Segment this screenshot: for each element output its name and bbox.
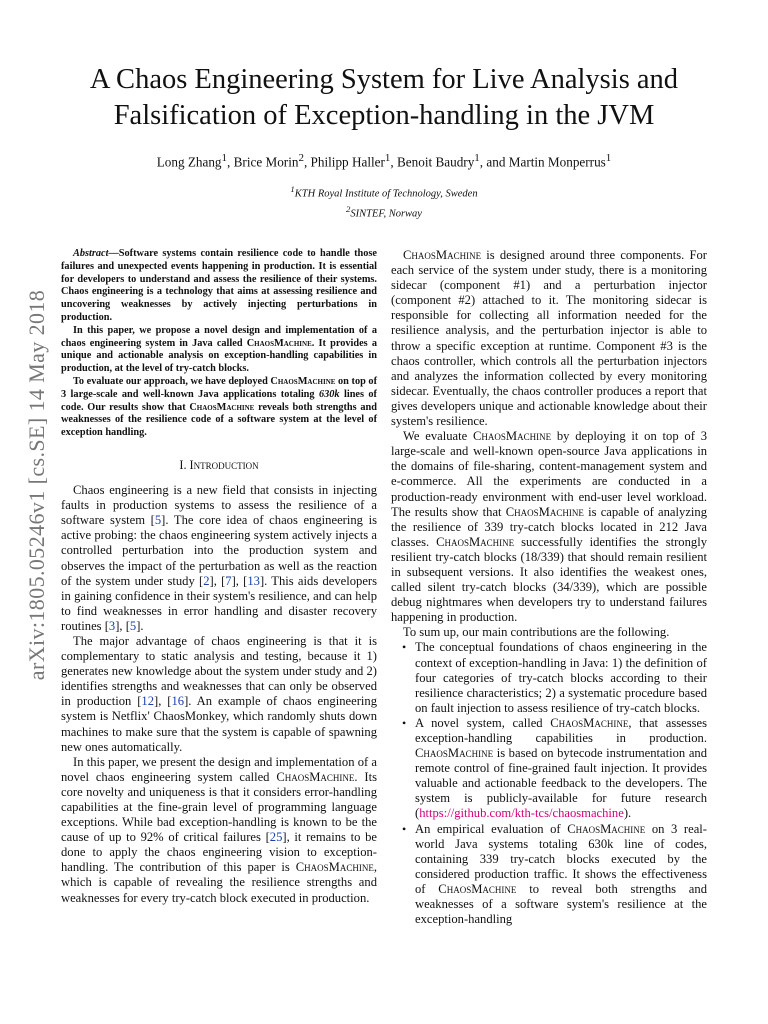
body-text: is designed around three components. For each service of the system under study, there is a monitoring sidecar (component #1) and a perturbation injector (component #2) attached to it. The monitoring sidecar is responsible for collecting all information needed for the resilience analysis, and the perturbation injector is able to throw a specific exception at runtime. Component #3 is the chaos controller, which controls all the perturbation injectors and analyzes the information collected by every monitoring sidecar. Eventually, the chaos controller produces a report that gives developers unique and actionable knowledge about their system's resilience.: [391, 248, 707, 429]
abstract-text: In this paper, we propose a novel design and implementation of a chaos engineering system in Java called: [61, 324, 377, 349]
affiliation-text: SINTEF, Norway: [350, 208, 422, 219]
system-name: ChaosMachine: [189, 401, 255, 413]
author-affiliation-mark: 2: [298, 152, 304, 164]
author-affiliation-mark: 1: [384, 152, 391, 164]
system-name: ChaosMachine: [438, 881, 517, 896]
abstract-text: lines of code. Our results show that: [61, 388, 377, 413]
affiliation-list: [0, 182, 768, 221]
body-text: ], [: [209, 573, 226, 588]
abstract-label: Abstract: [73, 248, 109, 259]
arxiv-identifier-stamp: arXiv:1805.05246v1 [cs.SE] 14 May 2018: [24, 289, 49, 681]
body-text: ], [: [115, 618, 130, 633]
affiliation: [0, 202, 768, 222]
system-name: ChaosMachine: [472, 429, 552, 444]
system-name: ChaosMachine: [505, 504, 584, 519]
body-text: In this paper, we present the design and implementation of a novel chaos engineering system called: [61, 754, 377, 784]
abstract-text: . It provides a unique and actionable analysis on exception-handling capabilities in production, at the level of try-catch blocks.: [61, 337, 377, 375]
author-name: Brice Morin: [233, 154, 299, 170]
contribution-text: An empirical evaluation of: [415, 821, 568, 836]
body-text: The major advantage of chaos engineering is that it is complementary to static analysis and testing, because it 1) generates new knowledge about the system under study and 2) identifies strengths and weaknesses that can only be observed in production [: [61, 633, 377, 709]
system-name: ChaosMachine: [415, 746, 494, 761]
right-column: [391, 248, 707, 927]
abstract: [61, 248, 377, 440]
author-separator: ,: [303, 154, 311, 170]
body-text: Chaos engineering is a new field that consists in injecting faults in production systems to assess the resilience of a software system [: [61, 483, 377, 528]
author-list: [0, 152, 768, 170]
citation-link[interactable]: 16: [171, 694, 185, 709]
left-column: [61, 248, 377, 906]
body-text: ]. An example of chaos engineering system is Netflix' ChaosMonkey, which randomly shuts down machines to make sure that the system is capable of spawning new ones automatically.: [61, 694, 377, 754]
body-text: successfully identifies the strongly resilient try-catch blocks (18/339) that should remain resilient in subsequent versions. It also identifies the weakest ones, called silent try-catch blocks (34/339), which are possible debug nightmares when developers try to understand failures happening in production.: [391, 534, 707, 625]
body-paragraph: [61, 483, 377, 634]
abstract-dash: —: [108, 248, 119, 259]
body-text: ], it remains to be done to apply the chaos engineering vision to exception-handling. The contribution of this paper is: [61, 830, 378, 875]
citation-link[interactable]: 7: [225, 573, 232, 588]
citation-link[interactable]: 13: [247, 573, 260, 588]
system-name: ChaosMachine: [276, 769, 355, 784]
body-text: ].: [136, 618, 144, 633]
body-paragraph: [391, 248, 707, 429]
abstract-paragraph: [61, 248, 377, 325]
contribution-text: to reveal both strengths and weaknesses of a software system's resilience at the exception-handling: [415, 881, 707, 927]
author-name: Martin Monperrus: [508, 154, 606, 170]
body-text: by deploying it on top of 3 large-scale and well-known open-source Java applications in the domains of file-sharing, content-management system and e-commerce. All the experiments are conducted in a production-ready environment with end-user level workload. The results show that: [391, 429, 707, 519]
section-heading: [61, 458, 377, 473]
author-affiliation-mark: 1: [221, 152, 228, 164]
contribution-text: is based on bytecode instrumentation and remote control of fine-grained fault injection. It provides valuable and actionable feedback to the developers. The system is publicly-available for future research (: [415, 746, 707, 821]
body-text: We evaluate: [403, 429, 473, 444]
abstract-text: Software systems contain resilience code to handle those failures and unexpected events happening in production. It is essential for developers to understand and assess the resilience of their systems. Chaos engineering is a technology that aims at assessing resilience and uncovering weaknesses by actively injecting perturbations in production.: [61, 248, 377, 323]
body-text: ]. This aids developers in gaining confidence in their system's resilience, and can help to find weaknesses in error handling and disaster recovery routines [: [61, 573, 378, 633]
contribution-text: A novel system, called: [415, 715, 551, 730]
contribution-item: [402, 715, 707, 822]
contribution-item: [402, 640, 707, 715]
body-text: ]. The core idea of chaos engineering is active probing: the chaos engineering system actively injects a controlled perturbation into the production system and observes the impact of the perturbation as well as the reaction of the system under study [: [61, 513, 377, 588]
bullet-icon: •: [402, 821, 407, 836]
author-name: Long Zhang: [156, 154, 222, 170]
affiliation-mark: 1: [290, 184, 295, 194]
author-affiliation-mark: 1: [605, 152, 612, 164]
section-title: Introduction: [189, 457, 259, 472]
system-name: ChaosMachine: [295, 860, 374, 875]
affiliation-mark: 2: [346, 203, 351, 214]
bullet-icon: •: [402, 640, 407, 655]
author-separator: , and: [479, 154, 509, 170]
bullet-icon: •: [402, 715, 407, 730]
paper-title-line-2: Falsification of Exception-handling in the JVM: [113, 100, 655, 131]
section-number: I.: [179, 457, 190, 472]
author-name: Benoit Baudry: [397, 154, 475, 170]
github-repo-link[interactable]: https://github.com/kth-tcs/chaosmachine: [419, 806, 624, 821]
author-separator: ,: [390, 154, 397, 170]
system-name: ChaosMachine: [403, 248, 482, 262]
abstract-text: on top of 3 large-scale and well-known Java applications totaling: [61, 375, 377, 400]
body-paragraph: To sum up, our main contributions are the following.: [403, 625, 670, 640]
math-value: 630k: [318, 388, 340, 400]
abstract-text: reveals both strengths and weaknesses of the resilience code of a software system at the level of exception handling.: [61, 401, 377, 439]
author-separator: ,: [227, 154, 234, 170]
body-text: ], [: [231, 573, 248, 588]
body-text: , which is capable of revealing the resilience strengths and weaknesses for every try-catch block executed in production.: [61, 860, 377, 905]
abstract-paragraph: [61, 325, 377, 376]
system-name: ChaosMachine: [246, 337, 312, 349]
author-affiliation-mark: 1: [474, 152, 480, 164]
contribution-list: [391, 640, 707, 927]
body-paragraph: [61, 634, 377, 755]
system-name: ChaosMachine: [436, 534, 515, 549]
contribution-item: [402, 821, 708, 928]
body-text: . Its core novelty and uniqueness is that it considers error-handling capabilities at the fine-grain level of programming language exceptions. While bad exception-handling is known to be the cause of up to 92% of critical failures [: [61, 769, 377, 845]
system-name: ChaosMachine: [550, 715, 629, 730]
body-text: ], [: [154, 694, 172, 709]
body-text: is capable of analyzing the resilience of 339 try-catch blocks located in 212 Java classes.: [391, 504, 707, 549]
system-name: ChaosMachine: [567, 821, 646, 836]
citation-link[interactable]: 25: [269, 830, 283, 845]
paper-title: [0, 62, 768, 134]
contribution-text: on 3 real-world Java systems totaling 630k line of codes, containing 339 try-catch blocks executed by the considered production traffic. It shows the effectiveness of: [415, 821, 708, 896]
system-name: ChaosMachine: [270, 375, 336, 387]
citation-link[interactable]: 5: [129, 618, 137, 633]
citation-link[interactable]: 3: [108, 618, 116, 633]
abstract-paragraph: [61, 376, 377, 440]
abstract-text: To evaluate our approach, we have deployed: [73, 375, 271, 387]
contribution-text: , that assesses exception-handling capabilities in production.: [415, 715, 707, 745]
body-paragraph: [391, 429, 707, 625]
affiliation-text: KTH Royal Institute of Technology, Sweden: [294, 188, 478, 200]
paper-title-line-1: A Chaos Engineering System for Live Analysis and: [89, 64, 679, 95]
contribution-text: ).: [623, 806, 632, 821]
contribution-text: The conceptual foundations of chaos engineering in the context of exception-handling in Java: 1) the definition of four categories of try-catch blocks according to their resilience characteristics; 2) a systematic procedure based on fault injection to assess resilience of try-catch blocks.: [415, 640, 707, 715]
body-paragraph: [61, 755, 377, 906]
citation-link[interactable]: 2: [203, 573, 210, 588]
affiliation: [0, 182, 768, 202]
citation-link[interactable]: 5: [154, 513, 162, 528]
author-name: Philipp Haller: [310, 154, 385, 170]
citation-link[interactable]: 12: [141, 694, 154, 709]
